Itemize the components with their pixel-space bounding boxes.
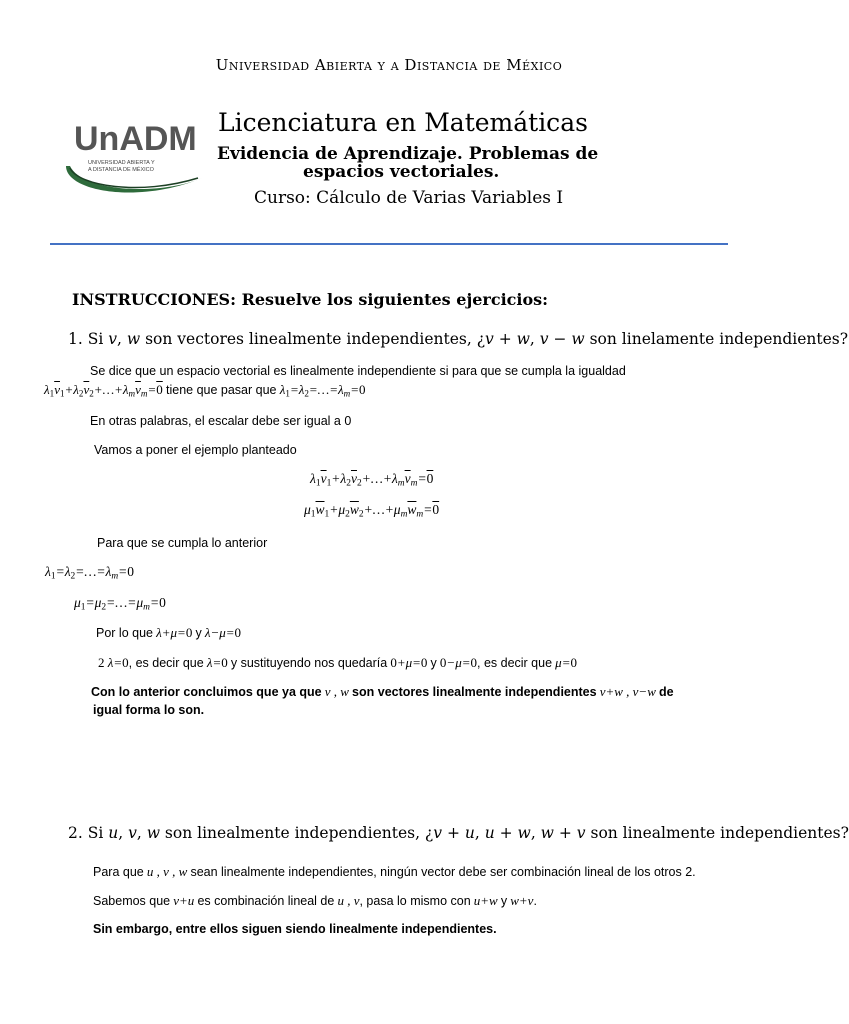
q1-linear-combination-line: $\lambda_1\overline{v}_1+\lambda_2\overline{v}_2+\dots+\lambda_m\overline{v}_m=0$ tiene que pasar que $\lambda_1=\lambda_2=\dots=\lambda_m=0$	[44, 382, 366, 399]
q1-conclusion-line2: igual forma lo son.	[93, 703, 205, 717]
instructions-heading: INSTRUCCIONES: Resuelve los siguientes ejercicios:	[72, 290, 549, 309]
q1-conclusion: Con lo anterior concluimos que ya que v , w son vectores linealmente independientes v+w , v−w de	[91, 684, 674, 699]
evidence-title-line1: Evidencia de Aprendizaje. Problemas de	[217, 144, 599, 164]
q1-paragraph-scalar: En otras palabras, el escalar debe ser igual a 0	[90, 414, 352, 428]
logo-subtext-1: UNIVERSIDAD ABIERTA Y	[88, 160, 155, 166]
question-1: 1. Si v, w son vectores linealmente independientes, ¿v + w, v − w son linelamente independientes?	[68, 330, 849, 348]
unadm-logo	[60, 118, 210, 198]
q1-paragraph-sum: Por lo que λ+μ=0 y λ−μ=0	[96, 625, 242, 640]
q1-equation-lambda-zero: $\lambda_1=\lambda_2=\dots=\lambda_m=0$	[45, 564, 135, 582]
logo-text: UnADM	[74, 120, 197, 158]
q2-conclusion: Sin embargo, entre ellos siguen siendo linealmente independientes.	[93, 922, 497, 936]
question-1-number: 1.	[68, 330, 83, 348]
evidence-title-line2: espacios vectoriales.	[303, 162, 500, 182]
q1-equation-mu: $\mu_1\overline{w}_1+\mu_2\overline{w}_2+\dots+\mu_m\overline{w}_m=0$	[304, 502, 440, 520]
question-2-number: 2.	[68, 824, 83, 842]
q1-paragraph-example: Vamos a poner el ejemplo planteado	[94, 443, 297, 457]
q1-paragraph-condition: Para que se cumpla lo anterior	[97, 536, 268, 550]
q2-paragraph-combination: Sabemos que v+u es combinación lineal de u , v, pasa lo mismo con u+w y w+v.	[93, 893, 537, 908]
q1-paragraph-solve: 2 λ=0, es decir que λ=0 y sustituyendo nos quedaría 0+μ=0 y 0−μ=0, es decir que μ=0	[98, 655, 577, 670]
header-rule	[50, 243, 728, 245]
course-name: Curso: Cálculo de Varias Variables I	[254, 188, 564, 208]
q2-paragraph-condition: Para que u , v , w sean linealmente independientes, ningún vector debe ser combinación lineal de los otros 2.	[93, 864, 696, 879]
logo-subtext-2: A DISTANCIA DE MÉXICO	[88, 167, 154, 173]
question-2: 2. Si u, v, w son linealmente independientes, ¿v + u, u + w, w + v son linealmente independientes?	[68, 824, 849, 842]
q1-equation-mu-zero: $\mu_1=\mu_2=\dots=\mu_m=0$	[74, 595, 166, 613]
university-name: Universidad Abierta y a Distancia de México	[215, 56, 563, 74]
q1-paragraph-definition: Se dice que un espacio vectorial es linealmente independiente si para que se cumpla la igualdad	[90, 364, 626, 378]
program-title: Licenciatura en Matemáticas	[218, 108, 588, 137]
q1-equation-lambda: $\lambda_1\overline{v}_1+\lambda_2\overline{v}_2+\dots+\lambda_m\overline{v}_m=0$	[310, 471, 434, 489]
